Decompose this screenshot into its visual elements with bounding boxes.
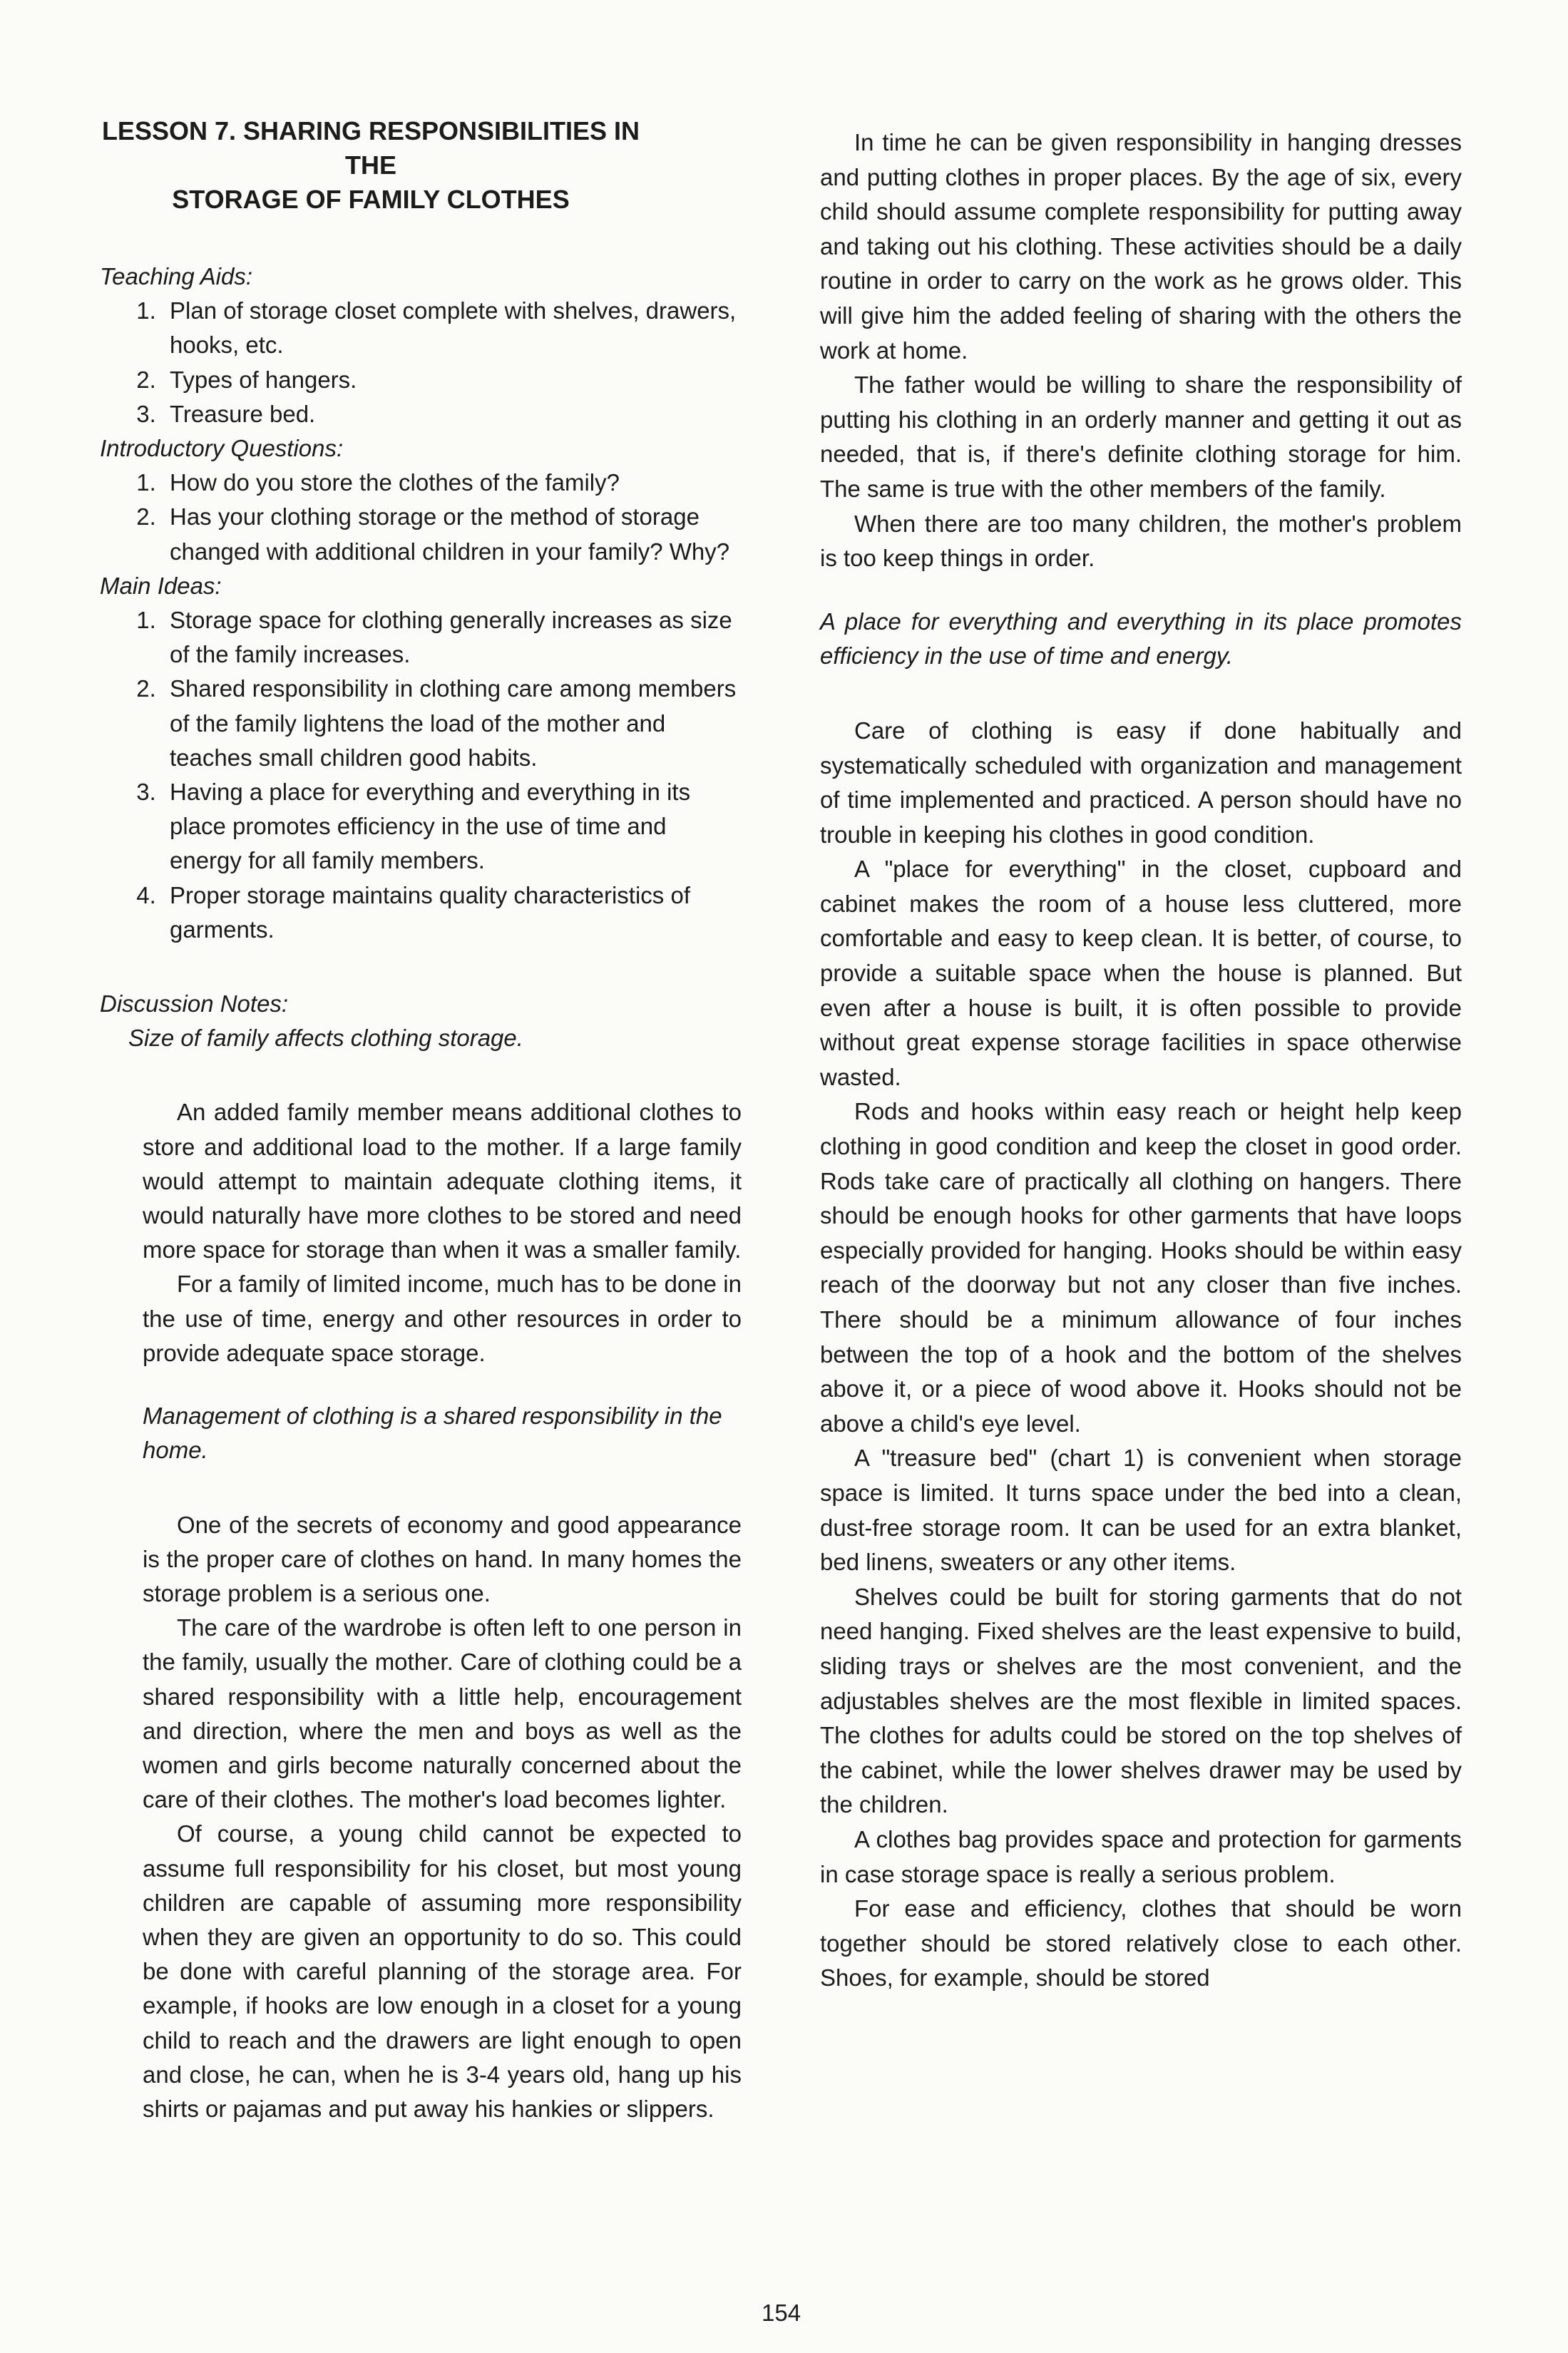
page-number: 154 (762, 2300, 801, 2326)
right-column (820, 125, 1462, 1996)
discussion-section-1 (100, 1095, 742, 1370)
introductory-questions-heading: Introductory Questions: (100, 435, 344, 462)
discussion-notes-heading: Discussion Notes: (100, 990, 289, 1017)
paragraph: The care of the wardrobe is often left to one person in the family, usually the mother. Care of clothing could be a shared responsibility with a little help, encouragement and direction, where the men and boys as well as the women and girls become naturally concerned about the care of their clothes. The mother's load becomes lighter. (143, 1614, 742, 1813)
paragraph: A "treasure bed" (chart 1) is convenient when storage space is limited. It turns space under the bed into a clean, dust-free storage room. It can be used for an extra blanket, bed linens, sweaters or any other items. (820, 1445, 1462, 1576)
paragraph: In time he can be given responsibility in hanging dresses and putting clothes in proper places. By the age of six, every child should assume complete responsibility for putting away and taking out his clothing. These activities should be a daily routine in order to carry on the work as he grows older. This will give him the added feeling of sharing with the others the work at home. (820, 129, 1462, 364)
emphasis-quote: A place for everything and everything in its place promotes efficiency in the use of time and energy. (820, 608, 1462, 670)
paragraph: Rods and hooks within easy reach or height help keep clothing in good condition and keep the closet in good order. Rods take care of practically all clothing on hangers. There should be enough hooks for other garments that have loops especially provided for hanging. Hooks should be within easy reach of the doorway but not any closer than five inches. There should be a minimum allowance of four inches between the top of a hook and the bottom of the shelves above it, or a piece of wood above it. Hooks should not be above a child's eye level. (820, 1098, 1462, 1437)
paragraph: An added family member means additional clothes to store and additional load to the mother. If a large family would attempt to maintain adequate clothing items, it would naturally have more clothes to be stored and need more space for storage than when it was a smaller family. (143, 1099, 742, 1263)
paragraph: A "place for everything" in the closet, cupboard and cabinet makes the room of a house less cluttered, more comfortable and easy to keep clean. It is better, of course, to provide a suitable space when the house is planned. But even after a house is built, it is often possible to provide without great expense storage facilities in space otherwise wasted. (820, 856, 1462, 1090)
discussion-subheading: Management of clothing is a shared responsibility in the home. (143, 1403, 722, 1464)
paragraph: One of the secrets of economy and good appearance is the proper care of clothes on hand. In many homes the storage problem is a serious one. (143, 1511, 742, 1606)
list-item: 2. Has your clothing storage or the method of storage changed with additional children in your family? Why? (163, 500, 742, 568)
paragraph: For ease and efficiency, clothes that should be worn together should be stored relatively close to each other. Shoes, for example, should be stored (820, 1895, 1462, 1991)
title-line-2: STORAGE OF FAMILY CLOTHES (172, 185, 570, 214)
paragraph: Shelves could be built for storing garments that do not need hanging. Fixed shelves are the least expensive to build, sliding trays or shelves are the most convenient, and the adjustables shelves are the most flexible in limited spaces. The clothes for adults could be stored on the top shelves of the cabinet, while the lower shelves drawer may be used by the children. (820, 1583, 1462, 1818)
list-item: 2. Types of hangers. (163, 363, 742, 397)
left-column (100, 114, 742, 2126)
teaching-aids-heading: Teaching Aids: (100, 263, 253, 289)
paragraph: Care of clothing is easy if done habitually and systematically scheduled with organization and management of time implemented and practiced. A person should have no trouble in keeping his clothes in good condition. (820, 717, 1462, 848)
list-item: 1. How do you store the clothes of the family? (163, 466, 742, 500)
introductory-questions-list (100, 466, 742, 569)
discussion-section-2 (100, 1508, 742, 2127)
main-ideas-list (100, 603, 742, 947)
list-item: 1. Plan of storage closet complete with shelves, drawers, hooks, etc. (163, 294, 742, 362)
lesson-title (100, 114, 642, 217)
title-line-1: LESSON 7. SHARING RESPONSIBILITIES IN THE (101, 116, 640, 180)
list-item: 1. Storage space for clothing generally increases as size of the family increases. (163, 603, 742, 672)
teaching-aids-list (100, 294, 742, 431)
list-item: 4. Proper storage maintains quality characteristics of garments. (163, 878, 742, 947)
main-ideas-heading: Main Ideas: (100, 572, 222, 599)
list-item: 2. Shared responsibility in clothing care among members of the family lightens the load of the mother and teaches small children good habits. (163, 672, 742, 775)
list-item: 3. Having a place for everything and everything in its place promotes efficiency in the use of time and energy for all family members. (163, 775, 742, 878)
paragraph: When there are too many children, the mother's problem is too keep things in order. (820, 510, 1462, 572)
list-item: 3. Treasure bed. (163, 397, 742, 431)
paragraph: For a family of limited income, much has to be done in the use of time, energy and other resources in order to provide adequate space storage. (143, 1271, 742, 1366)
paragraph: A clothes bag provides space and protection for garments in case storage space is really a serious problem. (820, 1825, 1462, 1887)
paragraph: Of course, a young child cannot be expected to assume full responsibility for his closet, but most young children are capable of assuming more responsibility when they are given an opportunity to do so. This could be done with careful planning of the storage area. For example, if hooks are low enough in a closet for a young child to reach and the drawers are light enough to open and close, he can, when he is 3-4 years old, hang up his shirts or pajamas and put away his hankies or slippers. (143, 1820, 742, 2122)
paragraph: The father would be willing to share the responsibility of putting his clothing in an orderly manner and getting it out as needed, that is, if there's definite clothing storage for him. The same is true with the other members of the family. (820, 371, 1462, 502)
discussion-subheading: Size of family affects clothing storage. (128, 1025, 523, 1052)
